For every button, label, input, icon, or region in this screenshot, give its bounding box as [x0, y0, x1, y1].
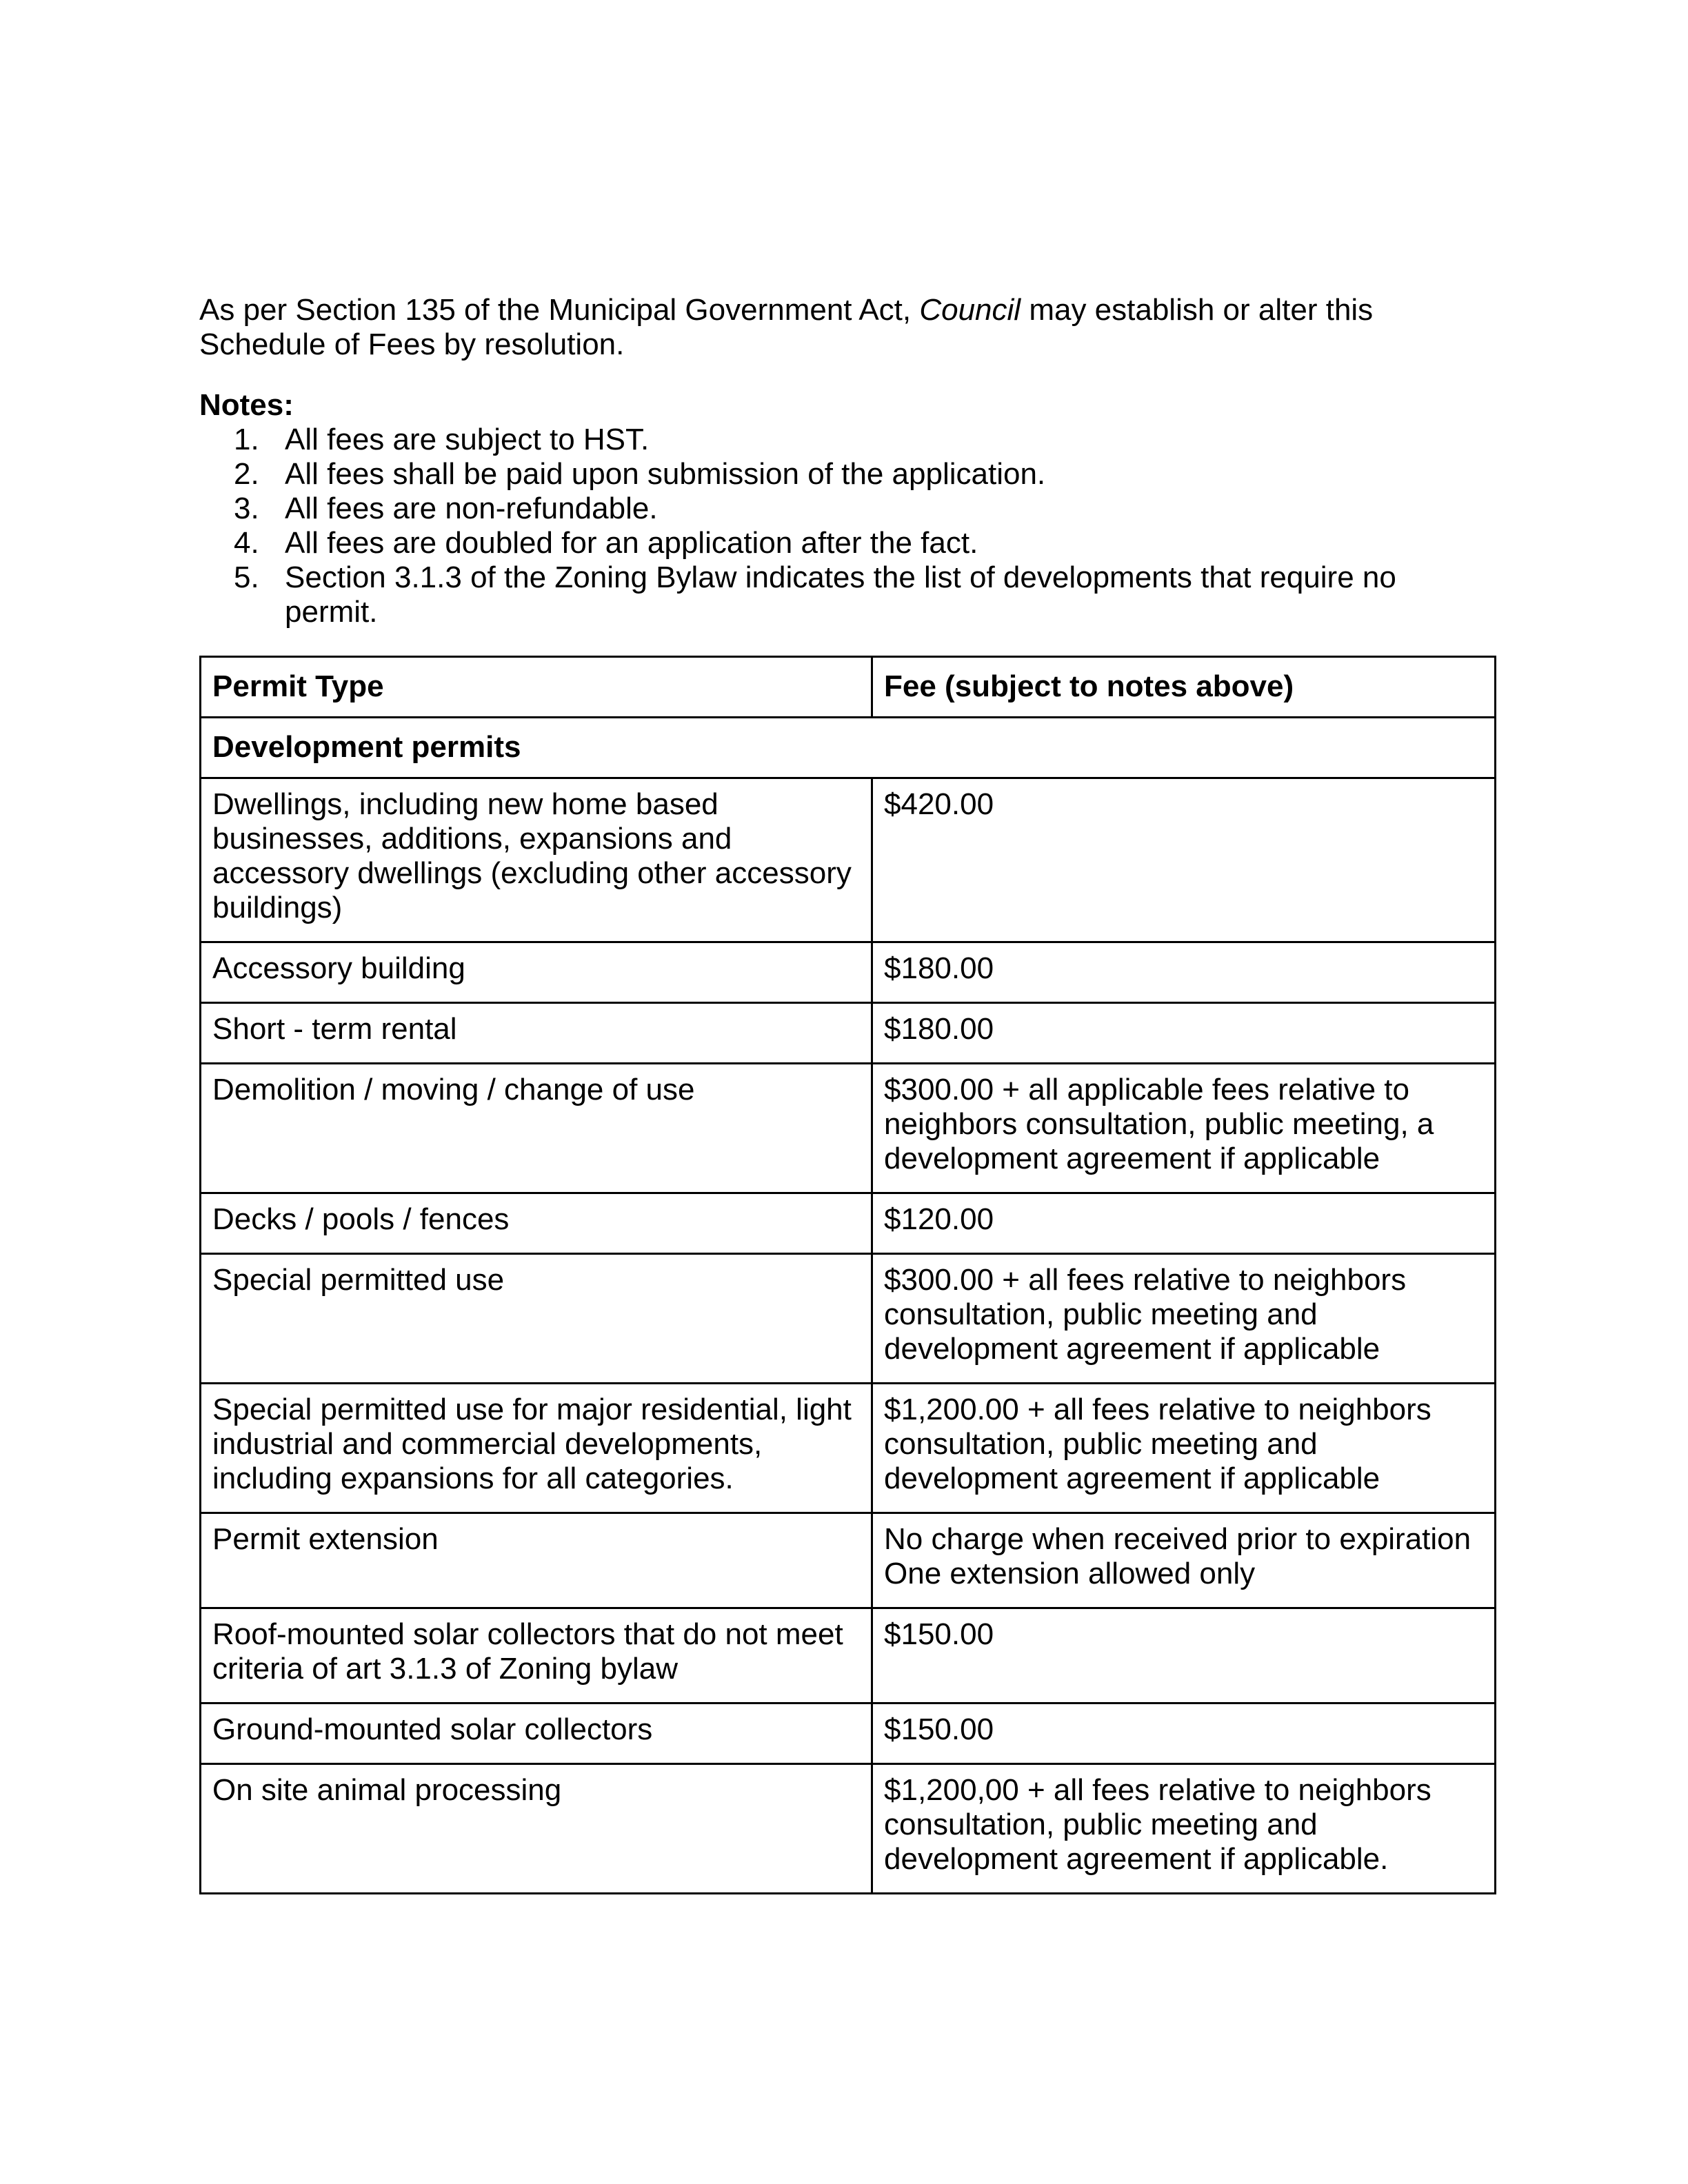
note-number: 5. — [234, 560, 259, 594]
fee-text: $150.00 — [884, 1712, 994, 1746]
fee-cell — [872, 1384, 1496, 1513]
table-row — [201, 1064, 1496, 1193]
note-item — [199, 457, 1416, 492]
table-row — [201, 1254, 1496, 1384]
fee-cell — [872, 1254, 1496, 1384]
fee-cell — [872, 1764, 1496, 1894]
table-row — [201, 1003, 1496, 1064]
fee-text: $120.00 — [884, 1202, 994, 1236]
fee-cell — [872, 778, 1496, 942]
notes-list — [199, 423, 1494, 629]
note-text: All fees shall be paid upon submission of the application. — [285, 457, 1046, 491]
note-number: 2. — [234, 457, 259, 491]
fee-text: $1,200.00 + all fees relative to neighbors consultation, public meeting and development agreement if applicable — [884, 1393, 1431, 1495]
fee-table — [199, 656, 1496, 1894]
table-row — [201, 1608, 1496, 1703]
column-header-permit-type: Permit Type — [201, 657, 872, 718]
fee-text: $150.00 — [884, 1617, 994, 1651]
permit-type-cell: Permit extension — [201, 1513, 872, 1608]
permit-type-cell: Special permitted use — [201, 1254, 872, 1384]
table-row — [201, 942, 1496, 1003]
note-item — [199, 423, 1416, 457]
note-item — [199, 526, 1416, 560]
fee-text: $1,200,00 + all fees relative to neighbors consultation, public meeting and development agreement if applicable. — [884, 1773, 1431, 1876]
permit-type-cell: Dwellings, including new home based businesses, additions, expansions and accessory dwellings (excluding other accessory buildings) — [201, 778, 872, 942]
fee-text: $300.00 + all applicable fees relative to neighbors consultation, public meeting, a development agreement if applicable — [884, 1073, 1434, 1175]
permit-type-cell: Accessory building — [201, 942, 872, 1003]
fee-schedule-page — [199, 293, 1494, 1894]
section-row — [201, 718, 1496, 778]
fee-text: One extension allowed only — [884, 1557, 1256, 1590]
fee-text: No charge when received prior to expiration — [884, 1522, 1471, 1556]
note-text: All fees are doubled for an application after the fact. — [285, 526, 978, 560]
intro-text-before: As per Section 135 of the Municipal Government Act, — [199, 293, 920, 327]
note-item — [199, 560, 1416, 629]
permit-type-cell: Ground-mounted solar collectors — [201, 1703, 872, 1764]
fee-text: $420.00 — [884, 787, 994, 821]
table-header-row — [201, 657, 1496, 718]
fee-cell — [872, 1513, 1496, 1608]
note-number: 4. — [234, 526, 259, 560]
note-text: Section 3.1.3 of the Zoning Bylaw indicates the list of developments that require no permit. — [285, 560, 1396, 629]
table-row — [201, 1384, 1496, 1513]
fee-cell — [872, 1193, 1496, 1254]
column-header-fee: Fee (subject to notes above) — [872, 657, 1496, 718]
table-row — [201, 1193, 1496, 1254]
fee-cell — [872, 1064, 1496, 1193]
note-item — [199, 492, 1416, 526]
table-row — [201, 778, 1496, 942]
permit-type-cell: Roof-mounted solar collectors that do not meet criteria of art 3.1.3 of Zoning bylaw — [201, 1608, 872, 1703]
fee-cell — [872, 1703, 1496, 1764]
note-number: 1. — [234, 423, 259, 456]
permit-type-cell: Decks / pools / fences — [201, 1193, 872, 1254]
section-title-development-permits: Development permits — [201, 718, 1496, 778]
permit-type-cell: Short - term rental — [201, 1003, 872, 1064]
permit-type-cell: Demolition / moving / change of use — [201, 1064, 872, 1193]
note-text: All fees are subject to HST. — [285, 423, 650, 456]
intro-paragraph — [199, 293, 1413, 362]
table-row — [201, 1764, 1496, 1894]
table-row — [201, 1703, 1496, 1764]
permit-type-cell: On site animal processing — [201, 1764, 872, 1894]
fee-text: $180.00 — [884, 1012, 994, 1046]
table-row — [201, 1513, 1496, 1608]
fee-cell — [872, 942, 1496, 1003]
permit-type-cell: Special permitted use for major residential, light industrial and commercial developments, including expansions for all categories. — [201, 1384, 872, 1513]
note-number: 3. — [234, 492, 259, 525]
intro-council-emphasis: Council — [919, 293, 1021, 327]
note-text: All fees are non-refundable. — [285, 492, 658, 525]
fee-text: $300.00 + all fees relative to neighbors consultation, public meeting and development agreement if applicable — [884, 1263, 1407, 1366]
intro-text-after: may establish or alter this Schedule of Fees by resolution. — [199, 293, 1374, 361]
fee-text: $180.00 — [884, 951, 994, 985]
fee-cell — [872, 1608, 1496, 1703]
notes-heading: Notes: — [199, 388, 294, 422]
fee-cell — [872, 1003, 1496, 1064]
